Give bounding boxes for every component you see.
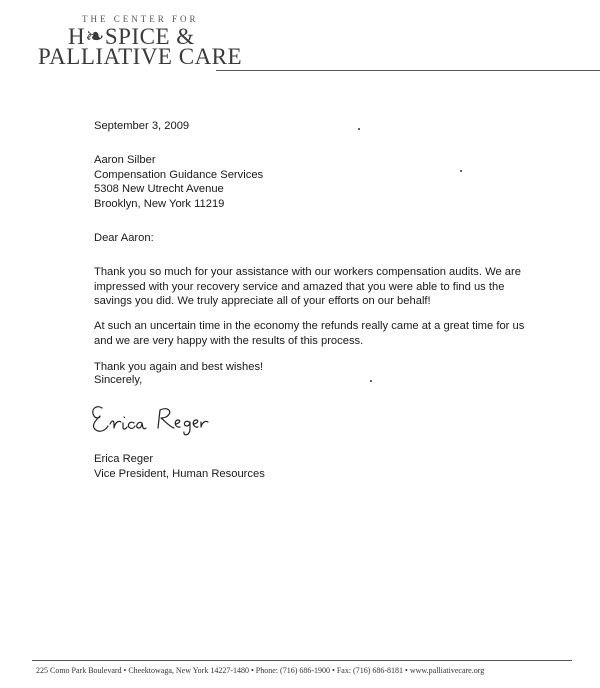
signer-name: Erica Reger — [94, 453, 154, 465]
recipient-name: Aaron Silber — [94, 154, 156, 166]
footer-rule — [32, 660, 572, 661]
recipient-street: 5308 New Utrecht Avenue — [94, 183, 224, 195]
letterhead-title-line1: H❧SPICE & — [68, 24, 195, 49]
body-paragraph-2: At such an uncertain time in the economy the refunds really came at a great time for us and we are very happy with the results of this process. — [94, 320, 525, 347]
scan-speck — [460, 170, 462, 172]
body-paragraph-3: Thank you again and best wishes! — [94, 361, 264, 374]
letterhead-rule — [216, 70, 600, 71]
scan-speck — [358, 128, 360, 130]
scan-speck — [370, 380, 372, 382]
recipient-address — [94, 153, 263, 211]
signer-title: Vice President, Human Resources — [94, 467, 265, 480]
salutation: Dear Aaron: — [94, 232, 154, 244]
letterhead-small-line: THE CENTER FOR — [82, 14, 199, 24]
footer-address: 225 Como Park Boulevard • Cheektowaga, New York 14227-1480 • Phone: (716) 686-1900 • Fax: (716) 686-8181 • www.palliativecare.org — [36, 666, 485, 675]
letterhead-title-line2: PALLIATIVE CARE — [38, 44, 243, 69]
letter-date: September 3, 2009 — [94, 120, 190, 132]
closing: Sincerely, — [94, 374, 143, 386]
recipient-company: Compensation Guidance Services — [94, 168, 264, 181]
signer-block — [94, 452, 265, 481]
body-paragraph-1: Thank you so much for your assistance with our workers compensation audits. We are impressed with your recovery service and amazed that you were able to find us the savings you did. We truly appreciate all of your efforts on our behalf! — [94, 266, 521, 308]
recipient-city: Brooklyn, New York 11219 — [94, 197, 225, 210]
handwritten-signature — [88, 398, 218, 443]
